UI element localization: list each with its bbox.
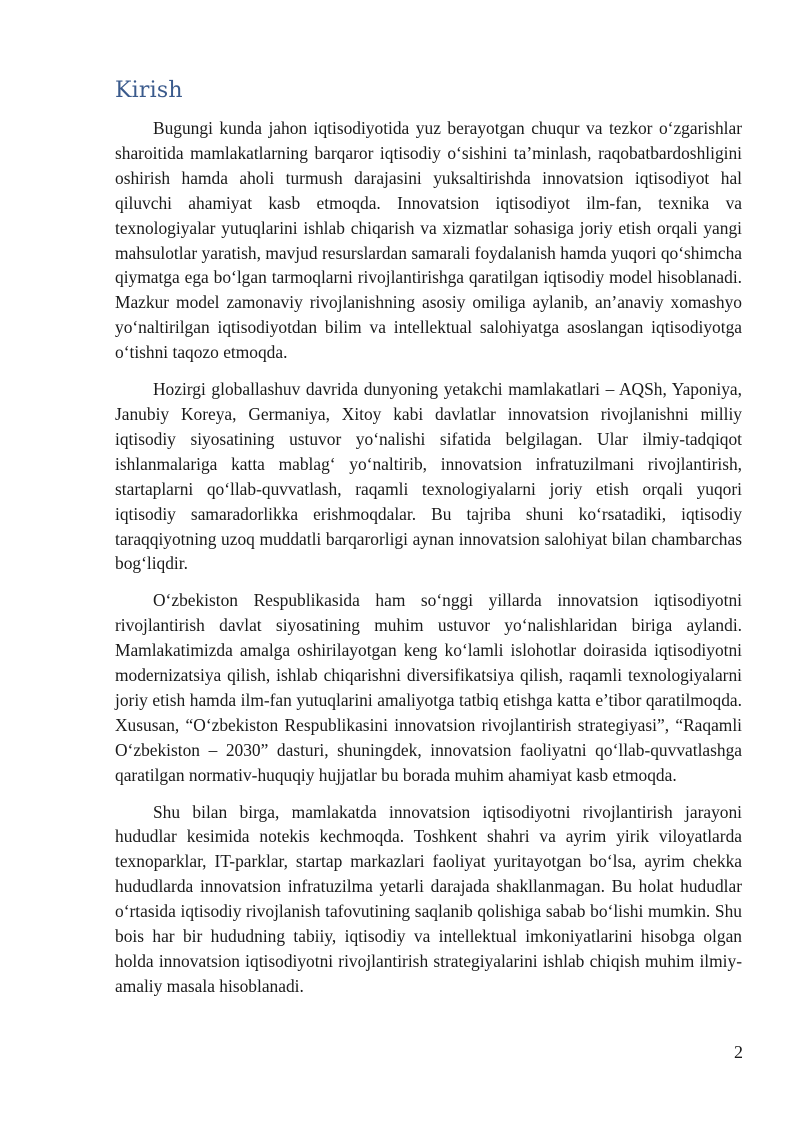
- paragraph-1: Bugungi kunda jahon iqtisodiyotida yuz berayotgan chuqur va tezkor o‘zgarishlar sharoitida mamlakatlarning barqaror iqtisodiy o‘sishini ta’minlash, raqobatbardoshligini oshirish hamda aholi turmush darajasini yuksaltirishda innovatsion iqtisodiyot hal qiluvchi ahamiyat kasb etmoqda. Innovatsion iqtisodiyot ilm-fan, texnika va texnologiyalar yutuqlarini ishlab chiqarish va xizmatlar sohasiga joriy etish orqali yangi mahsulotlar yaratish, mavjud resurslardan samarali foydalanish hamda yuqori qo‘shimcha qiymatga ega bo‘lgan tarmoqlarni rivojlantirishga qaratilgan iqtisodiy model hisoblanadi. Mazkur model zamonaviy rivojlanishning asosiy omiliga aylanib, an’anaviy xomashyo yo‘naltirilgan iqtisodiyotdan bilim va intellektual salohiyatga asoslangan iqtisodiyotga o‘tishni taqozo etmoqda.: [115, 118, 742, 363]
- paragraph-3: O‘zbekiston Respublikasida ham so‘nggi yillarda innovatsion iqtisodiyotni rivojlantirish davlat siyosatining muhim ustuvor yo‘nalishlaridan biriga aylandi. Mamlakatimizda amalga oshirilayotgan keng ko‘lamli islohotlar doirasida iqtisodiyotni modernizatsiya qilish, ishlab chiqarishni diversifikatsiya qilish, raqamli texnologiyalarni joriy etish hamda ilm-fan yutuqlarini amaliyotga tatbiq etishga katta e’tibor qaratilmoqda. Xususan, “O‘zbekiston Respublikasini innovatsion rivojlantirish strategiyasi”, “Raqamli O‘zbekiston – 2030” dasturi, shuningdek, innovatsion faoliyatni qo‘llab-quvvatlashga qaratilgan normativ-huquqiy hujjatlar bu borada muhim ahamiyat kasb etmoqda.: [115, 590, 742, 785]
- paragraph-2: Hozirgi globallashuv davrida dunyoning yetakchi mamlakatlari – AQSh, Yaponiya, Janubiy Koreya, Germaniya, Xitoy kabi davlatlar innovatsion rivojlanishni milliy iqtisodiy siyosatining ustuvor yo‘nalishi sifatida belgilagan. Ular ilmiy-tadqiqot ishlanmalariga katta mablag‘ yo‘naltirib, innovatsion infratuzilmani rivojlantirish, startaplarni qo‘llab-quvvatlash, raqamli texnologiyalarni joriy etish orqali yuqori iqtisodiy samaradorlikka erishmoqdalar. Bu tajriba shuni ko‘rsatadiki, iqtisodiy taraqqiyotning uzoq muddatli barqarorligi aynan innovatsion salohiyat bilan chambarchas bog‘liqdir.: [115, 379, 742, 574]
- section-heading: Kirish: [115, 78, 183, 103]
- body-text: [115, 116, 742, 1011]
- page-number: 2: [734, 1042, 743, 1062]
- paragraph-4: Shu bilan birga, mamlakatda innovatsion iqtisodiyotni rivojlantirish jarayoni hududlar kesimida notekis kechmoqda. Toshkent shahri va ayrim yirik viloyatlarda texnoparklar, IT-parklar, startap markazlari faoliyat yuritayotgan bo‘lsa, ayrim chekka hududlarda innovatsion infratuzilma yetarli darajada shakllanmagan. Bu holat hududlar o‘rtasida iqtisodiy rivojlanish tafovutining saqlanib qolishiga sabab bo‘lishi mumkin. Shu bois har bir hududning tabiiy, iqtisodiy va intellektual imkoniyatlarini hisobga olgan holda innovatsion iqtisodiyotni rivojlantirish strategiyalarini ishlab chiqish muhim ilmiy-amaliy masala hisoblanadi.: [115, 801, 742, 996]
